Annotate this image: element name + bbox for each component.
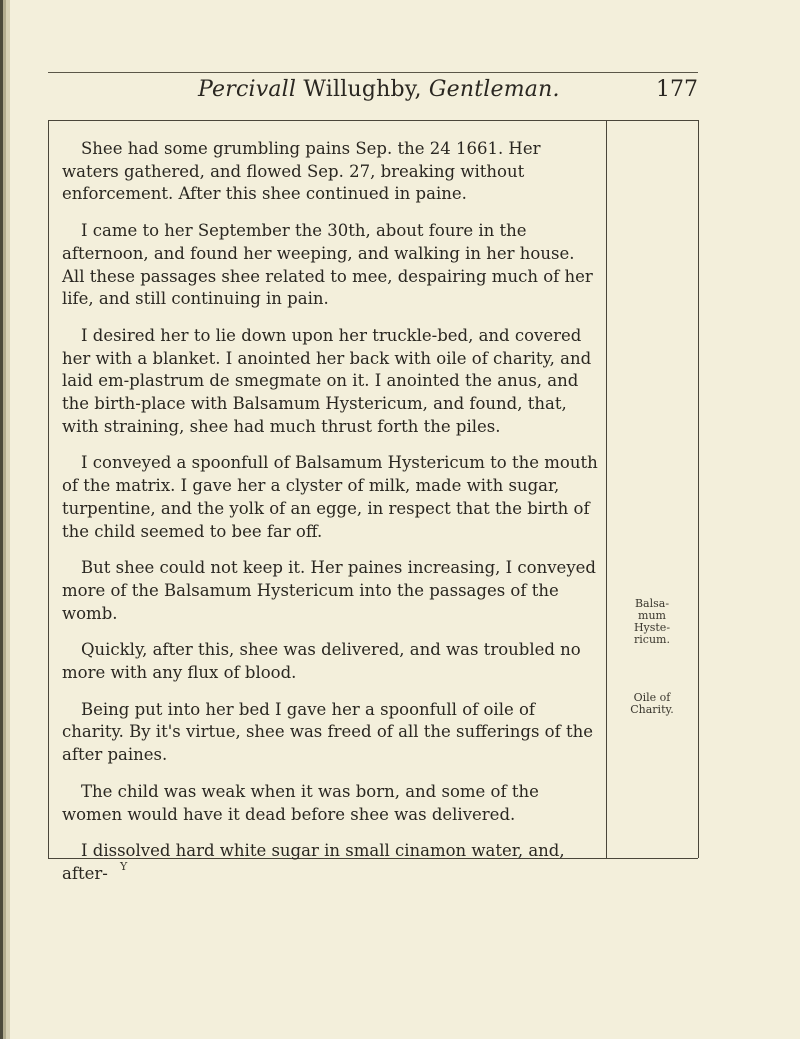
margin-note-line: Oile of: [633, 691, 671, 704]
margin-column-rule: [606, 120, 607, 858]
paragraph: I came to her September the 30th, about foure in the afternoon, and found her weeping, and walking in her house. All these passages shee related to mee, despairing much of her life, and still continuing in pain.: [62, 221, 593, 309]
margin-note-line: mum: [638, 609, 666, 622]
margin-note-line: Balsa-: [634, 597, 670, 610]
paragraph: I conveyed a spoonfull of Balsamum Hystericum to the mouth of the matrix. I gave her a clyster of milk, made with sugar, turpentine, and the yolk of an egge, in respect that the birth of the child seemed to bee far off.: [62, 453, 598, 541]
margin-note-balsamum: [608, 598, 696, 646]
text-frame-right-rule: [698, 120, 699, 858]
body-text: [62, 138, 602, 900]
paragraph: I desired her to lie down upon her truckle-bed, and covered her with a blanket. I anointed her back with oile of charity, and laid em-plastrum de smegmate on it. I anointed the anus, and the birth-place with Balsamum Hystericum, and found, that, with straining, shee had much thrust forth the piles.: [62, 325, 592, 436]
margin-note-line: ricum.: [634, 633, 670, 646]
running-header: [48, 72, 698, 113]
title-italic-gentleman: Gentleman.: [428, 77, 560, 102]
paragraph: The child was weak when it was born, and some of the women would have it dead before shee was delivered.: [62, 781, 539, 824]
page-number: 177: [656, 77, 698, 102]
margin-note-line: Charity.: [630, 703, 674, 716]
text-frame-top-rule: [48, 120, 698, 121]
signature-mark: Y: [120, 860, 128, 873]
book-binding-edge: [0, 0, 10, 1039]
title-italic-name: Percivall: [198, 77, 297, 102]
paragraph: Being put into her bed I gave her a spoonfull of oile of charity. By it's virtue, shee was freed of all the sufferings of the after paines.: [62, 699, 593, 765]
running-title: [198, 77, 560, 102]
paragraph: But shee could not keep it. Her paines increasing, I conveyed more of the Balsamum Hystericum into the passages of the womb.: [62, 558, 596, 623]
title-roman-name: Willughby,: [296, 77, 429, 102]
book-page: [10, 0, 800, 1039]
margin-note-oile-of-charity: [608, 692, 696, 716]
text-frame-left-rule: [48, 120, 49, 858]
paragraph: I dissolved hard white sugar in small cinamon water, and, after-: [62, 841, 565, 883]
margin-note-line: Hyste-: [633, 621, 671, 634]
paragraph: Quickly, after this, shee was delivered, and was troubled no more with any flux of blood.: [62, 640, 581, 683]
paragraph: Shee had some grumbling pains Sep. the 24 1661. Her waters gathered, and flowed Sep. 27, breaking without enforcement. After this shee continued in paine.: [62, 139, 541, 204]
